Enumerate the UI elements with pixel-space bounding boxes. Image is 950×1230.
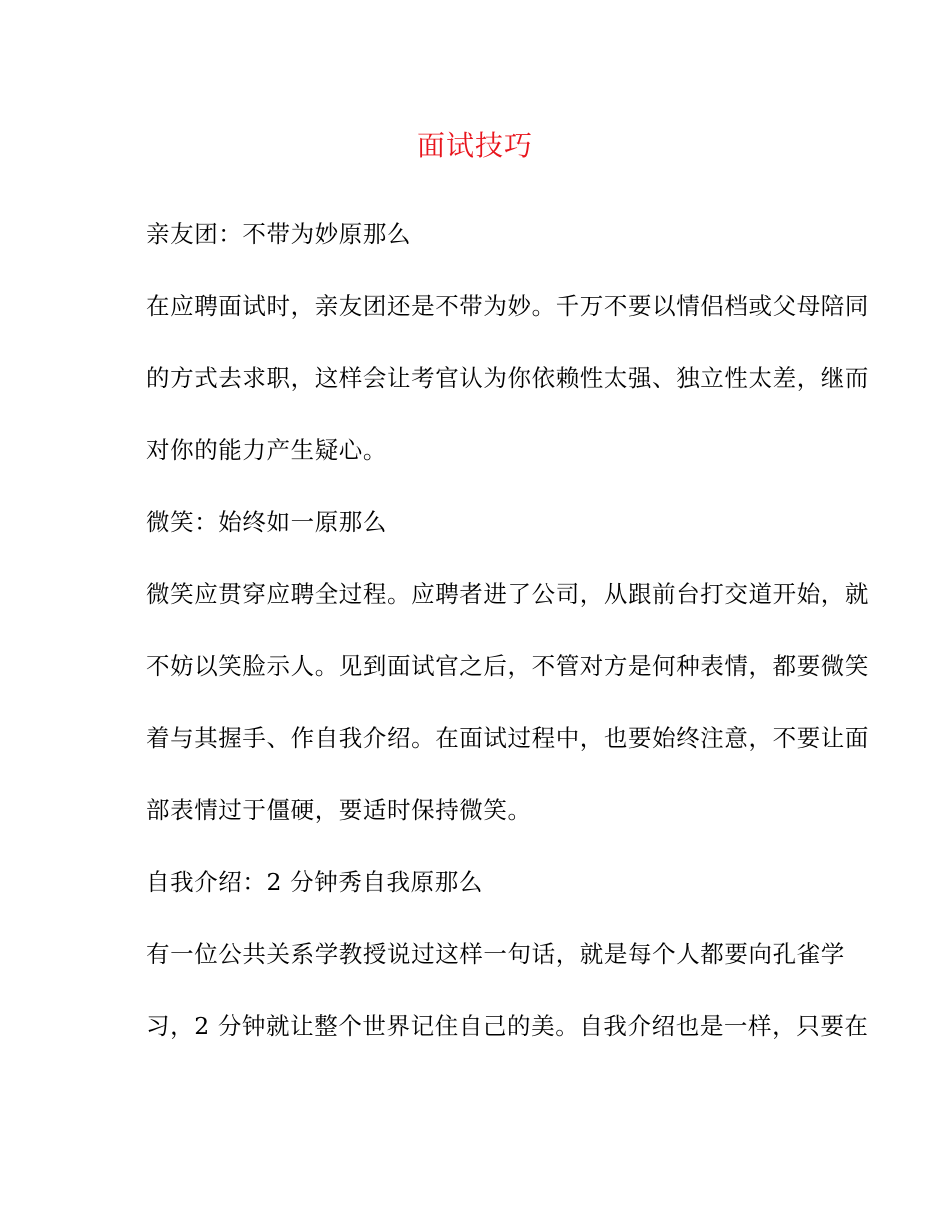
paragraph-line: 微笑应贯穿应聘全过程。应聘者进了公司，从跟前台打交道开始，就 <box>146 580 869 608</box>
section-heading-self-intro: 自我介绍：2 分钟秀自我原那么 <box>146 868 483 896</box>
section-heading-smile: 微笑：始终如一原那么 <box>146 508 387 536</box>
section-heading-family: 亲友团：不带为妙原那么 <box>146 220 412 248</box>
paragraph-line: 着与其握手、作自我介绍。在面试过程中，也要始终注意，不要让面 <box>146 724 869 752</box>
paragraph-line: 习，2 分钟就让整个世界记住自己的美。自我介绍也是一样，只要在 <box>146 1012 869 1040</box>
paragraph-line: 有一位公共关系学教授说过这样一句话，就是每个人都要向孔雀学 <box>146 940 845 968</box>
paragraph-line: 的方式去求职，这样会让考官认为你依赖性太强、独立性太差，继而 <box>146 364 869 392</box>
paragraph-line: 在应聘面试时，亲友团还是不带为妙。千万不要以情侣档或父母陪同 <box>146 292 869 320</box>
paragraph-line: 部表情过于僵硬，要适时保持微笑。 <box>146 796 532 824</box>
document-title: 面试技巧 <box>416 129 533 162</box>
paragraph-line: 不妨以笑脸示人。见到面试官之后，不管对方是何种表情，都要微笑 <box>146 652 869 680</box>
paragraph-line: 对你的能力产生疑心。 <box>146 436 387 464</box>
